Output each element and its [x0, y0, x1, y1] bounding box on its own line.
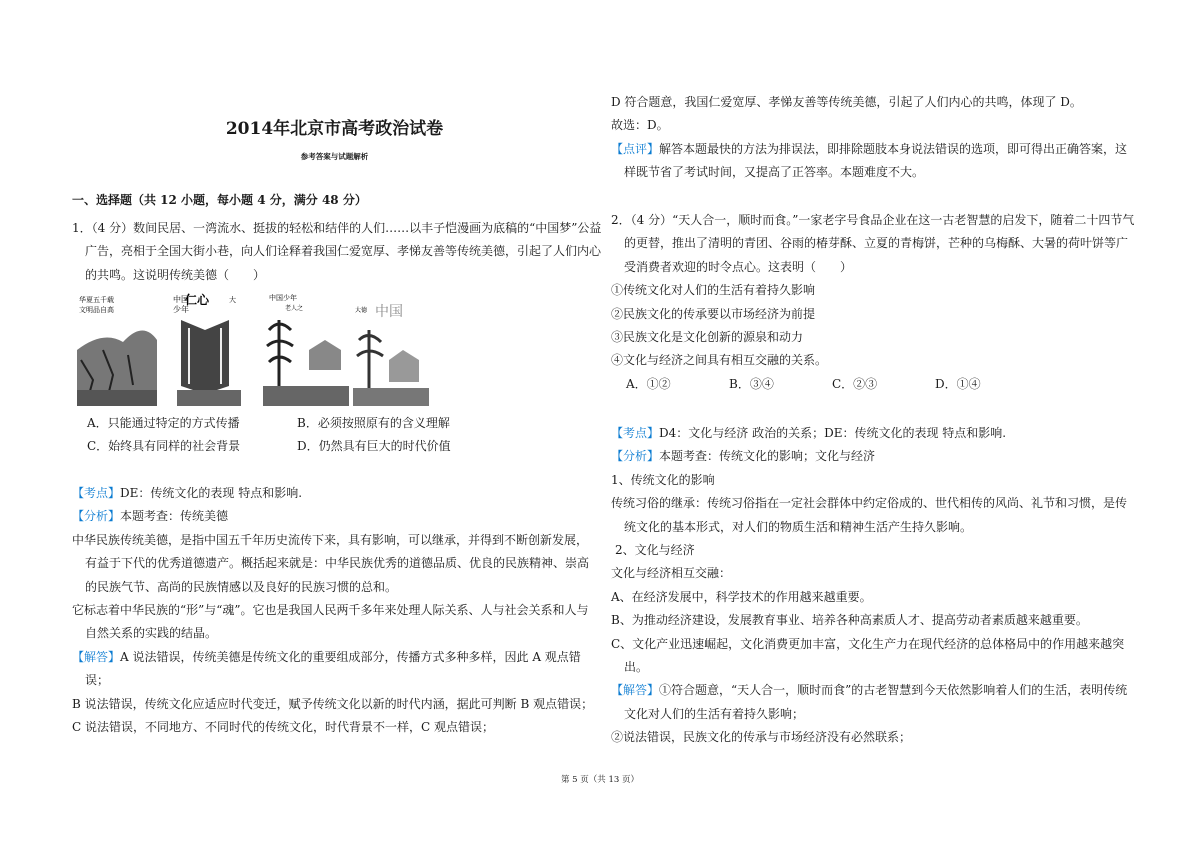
page-footer: 第 5 页（共 13 页）: [560, 775, 640, 785]
q1-dianping: 解答本题最快的方法为排误法，即排除题肢本身说法错误的选项，即可得出正确答案，这样既节省了考试时间，又提高了正答率。本题难度不大。: [624, 141, 1128, 180]
q2-option-c[interactable]: C．②③: [832, 376, 878, 391]
q2-statement-1: ①传统文化对人们的生活有着持久影响: [611, 283, 816, 298]
q1-comic-image: [73, 290, 433, 410]
comic-panel-2: [173, 292, 241, 406]
panel2-text-1: 中国: [173, 295, 189, 304]
q2-jieda-tag: 【解答】: [611, 683, 660, 698]
q2-statement-4: ④文化与经济之间具有相互交融的关系。: [611, 353, 828, 368]
panel1-text-1: 华夏五千载: [79, 296, 114, 304]
q1-kaodian: DE：传统文化的表现 特点和影响.: [120, 486, 303, 500]
q2-jieda: ①符合题意，“天人合一，顺时而食”的古老智慧到今天依然影响着人们的生活，表明传统文化对人们的生活有着持久影响；: [624, 683, 1128, 721]
q1-kaodian-tag: 【考点】: [72, 486, 121, 500]
panel1-text-2: 文明品自高: [79, 306, 114, 314]
comic-panels: [73, 290, 433, 410]
q2-statement-2: ②民族文化的传承要以市场经济为前提: [611, 306, 816, 321]
q1-answer: 故选：D。: [611, 118, 669, 133]
panel3-text-1: 中国少年: [269, 294, 297, 302]
q1-jieda-tag: 【解答】: [72, 649, 121, 664]
q2-options: [611, 373, 1136, 396]
panel2-text-3: 仁心: [185, 293, 210, 307]
panel2-text-2: 少年: [173, 305, 189, 314]
comic-panel-1: [77, 295, 157, 406]
q1-analysis-continued: [611, 91, 1136, 185]
q2-line-7: C、文化产业迅速崛起，文化消费更加丰富，文化生产力在现代经济的总体格局中的作用越来越突出。: [611, 636, 1125, 675]
q2-line-2: 传统习俗的继承：传统习俗指在一定社会群体中约定俗成的、世代相传的风尚、礼节和习惯，是传统文化的基本形式，对人们的物质生活和精神生活产生持久影响。: [611, 496, 1128, 534]
q1-fenxi: 本题考查：传统美德: [120, 509, 229, 524]
q2-line-6: B、为推动经济建设，发展教育事业、培养各种高素质人才、提高劳动者素质越来越重要。: [611, 613, 1088, 628]
q2-line-5: A、在经济发展中，科学技术的作用越来越重要。: [611, 589, 872, 604]
q1-option-d[interactable]: D．仍然具有巨大的时代价值: [297, 439, 451, 454]
q2-option-a[interactable]: A．①②: [626, 376, 671, 391]
q1-para2: 它标志着中华民族的“形”与“魂”。它也是我国人民两千多年来处理人际关系、人与社会关系和人与自然关系的实践的结晶。: [72, 603, 589, 641]
q1-jieda: A 说法错误，传统美德是传统文化的重要组成部分，传播方式多种多样，因此 A 观点错误；: [85, 649, 581, 688]
section-heading: 一、选择题（共 12 小题，每小题 4 分，满分 48 分）: [72, 193, 367, 207]
q2-kaodian: D4：文化与经济 政治的关系；DE：传统文化的表现 特点和影响.: [659, 426, 1007, 440]
panel2-text-4: 大: [229, 296, 236, 304]
q1-para1: 中华民族传统美德，是指中国五千年历史流传下来，具有影响，可以继承，并得到不断创新发展，有益于下代的优秀道德遗产。概括起来就是：中华民族优秀的道德品质、优良的民族精神、崇高的民族气节、高尚的民族情感以及良好的民族习惯的总和。: [72, 532, 590, 594]
q2-option-d[interactable]: D．①④: [935, 376, 981, 391]
q2-block: [611, 209, 1136, 396]
q1-option-c[interactable]: C．始终具有同样的社会背景: [87, 439, 241, 454]
panel4-text-1: 大德: [355, 307, 368, 314]
q1-fenxi-tag: 【分析】: [72, 509, 121, 524]
q1-option-a[interactable]: A．只能通过特定的方式传播: [87, 416, 240, 430]
q2-fenxi-tag: 【分析】: [611, 449, 660, 464]
q2-analysis: [611, 422, 1136, 750]
comic-panel-3: [263, 293, 349, 406]
comic-panel-4: [353, 303, 429, 406]
q1-options: [87, 412, 597, 459]
q1-line-d: D 符合题意，我国仁爱宽厚、孝悌友善等传统美德，引起了人们内心的共鸣，体现了 D。: [611, 95, 1082, 109]
q1-line-c: C 说法错误，不同地方、不同时代的传统文化，时代背景不一样，C 观点错误；: [72, 720, 494, 735]
q2-line-4: 文化与经济相互交融：: [611, 566, 732, 581]
q2-line-1: 1、传统文化的影响: [611, 472, 715, 487]
q2-option-b[interactable]: B．③④: [729, 376, 774, 391]
q2-line-8: ②说法错误，民族文化的传承与市场经济没有必然联系；: [611, 730, 912, 745]
panel4-text-2: 中国: [375, 304, 403, 320]
paper-title: 2014年北京市高考政治试卷: [225, 119, 444, 139]
q1-analysis: [72, 482, 597, 739]
paper-subtitle: 参考答案与试题解析: [300, 152, 369, 161]
q2-fenxi: 本题考查：传统文化的影响；文化与经济: [659, 449, 876, 464]
q1-stem: 1．（4 分）数间民居、一湾流水、挺拔的轻松和结伴的人们……以丰子恺漫画为底稿的“中国梦”公益广告，亮相于全国大街小巷，向人们诠释着我国仁爱宽厚、孝悌友善等传统美德，引起了人们内心的共鸣。这说明传统美德（ ）: [72, 221, 602, 282]
q2-kaodian-tag: 【考点】: [611, 426, 660, 440]
q2-statement-3: ③民族文化是文化创新的源泉和动力: [611, 330, 804, 345]
q2-stem: 2．（4 分）“天人合一，顺时而食。”一家老字号食品企业在这一古老智慧的启发下，随着二十四节气的更替，推出了清明的青团、谷雨的椿芽酥、立夏的青梅饼，芒种的乌梅酥、大暑的荷叶饼等广受消费者欢迎的时令点心。这表明（ ）: [611, 213, 1135, 274]
q2-line-3: 2、文化与经济: [615, 543, 695, 558]
q1-dianping-tag: 【点评】: [611, 141, 660, 156]
q1-option-b[interactable]: B．必须按照原有的含义理解: [297, 416, 450, 430]
q1-line-b: B 说法错误，传统文化应适应时代变迁，赋予传统文化以新的时代内涵，据此可判断 B 观点错误；: [72, 696, 594, 711]
panel3-text-2: 老人之: [285, 305, 304, 312]
